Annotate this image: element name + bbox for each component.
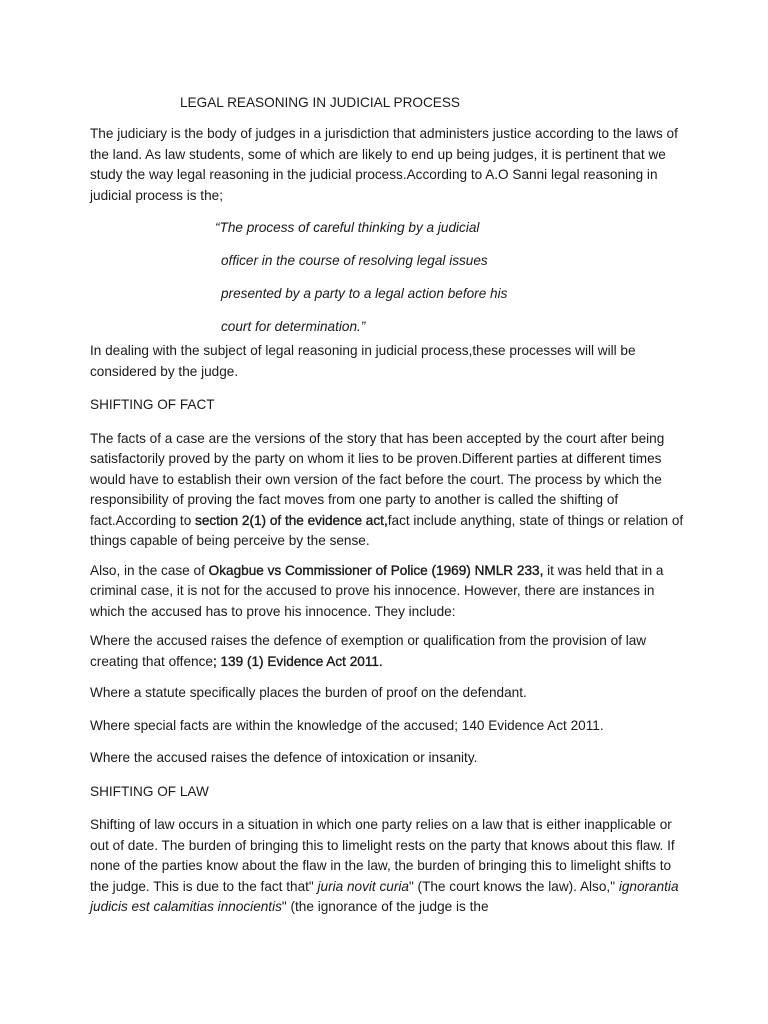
law-text-cont: " (The court knows the law). Also," bbox=[408, 878, 619, 894]
sanni-quotation bbox=[90, 218, 690, 350]
law-text: Shifting of law occurs in a situation in which one party relies on a law that is either inapplicable or out of date. The burden of bringing this to limelight rests on the party that knows about this flaw. If none of the parties know about the flaw in the law, the burden of bringing this to limelight shifts to the judge. This is due to the fact that" bbox=[90, 817, 675, 894]
okagbue-paragraph bbox=[90, 561, 690, 623]
exemption-text: Where the accused raises the defence of exemption or qualification from the provision of law creating that offence bbox=[90, 633, 647, 669]
shifting-of-law-paragraph bbox=[90, 815, 690, 918]
latin-maxim: juria novit curia bbox=[317, 878, 409, 894]
intro-paragraph: The judiciary is the body of judges in a jurisdiction that administers justice according to the laws of the land. As law students, some of which are likely to end up being judges, it is pertinent that we study the way legal reasoning in the judicial process.According to A.O Sanni legal reasoning in judicial process is the; bbox=[90, 126, 678, 203]
facts-paragraph bbox=[90, 429, 690, 552]
document-body bbox=[90, 93, 690, 918]
facts-text-cont: fact include anything, state of things or relation of things capable of being perceive by the sense. bbox=[90, 512, 684, 548]
facts-text: The facts of a case are the versions of the story that has been accepted by the court after being satisfactorily proved by the party on whom it lies to be proven.Different parties at different times would have to establish their own version of the fact before the court. The process by which the responsibility of proving the fact moves from one party to another is called the shifting of fact.According to bbox=[90, 430, 665, 528]
dealing-paragraph: In dealing with the subject of legal reasoning in judicial process,these processes will will be considered by the judge. bbox=[90, 343, 636, 379]
evidence-act-citation: ; 139 (1) Evidence Act 2011. bbox=[212, 653, 383, 669]
section-heading-shifting-of-law: SHIFTING OF LAW bbox=[90, 783, 209, 799]
latin-maxim: ignorantia judicis est calamitias innocientis bbox=[90, 878, 679, 914]
section-heading-shifting-of-fact: SHIFTING OF FACT bbox=[90, 397, 215, 412]
okagbue-text: Also, in the case of bbox=[90, 562, 209, 578]
quote-line: court for determination.” bbox=[221, 319, 366, 334]
exemption-paragraph bbox=[90, 631, 690, 672]
statute-citation: section 2(1) of the evidence act, bbox=[195, 512, 388, 528]
case-citation: Okagbue vs Commissioner of Police (1969) NMLR 233, bbox=[208, 562, 544, 578]
intoxication-paragraph: Where the accused raises the defence of intoxication or insanity. bbox=[90, 750, 478, 765]
document-title: LEGAL REASONING IN JUDICIAL PROCESS bbox=[180, 95, 460, 110]
law-text-end: " (the ignorance of the judge is the bbox=[281, 899, 489, 914]
quote-line: officer in the course of resolving legal issues bbox=[221, 253, 488, 268]
quote-line: presented by a party to a legal action before his bbox=[221, 286, 508, 301]
okagbue-text-cont: it was held that in a criminal case, it is not for the accused to prove his innocence. However, there are instances in which the accused has to prove his innocence. They include: bbox=[90, 562, 664, 619]
statute-burden-paragraph: Where a statute specifically places the burden of proof on the defendant. bbox=[90, 685, 527, 700]
special-facts-paragraph: Where special facts are within the knowledge of the accused; 140 Evidence Act 2011. bbox=[90, 717, 604, 733]
quote-line: “The process of careful thinking by a judicial bbox=[215, 220, 480, 235]
